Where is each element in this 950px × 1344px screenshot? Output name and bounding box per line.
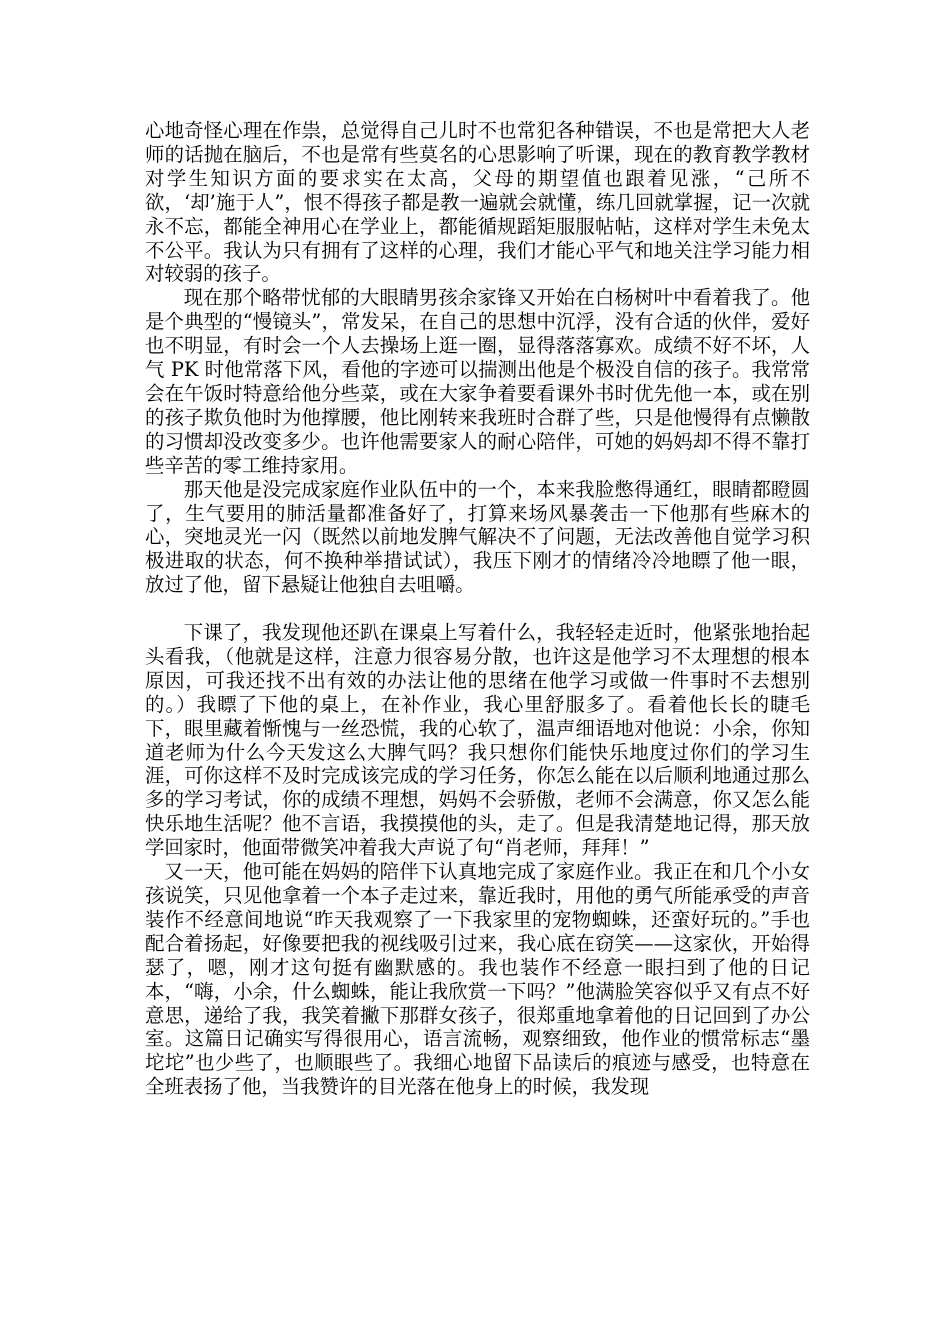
paragraph-2: 现在那个略带忧郁的大眼睛男孩余家锋又开始在白杨树叶中看着我了。他是个典型的“慢镜头”，常发呆，在自己的思想中沉浮，没有合适的伙伴，爱好也不明显，有时会一个人去操场上逛一圈，显得落落寡欢。成绩不好不坏，人气 PK 时他常落下风，看他的字迹可以揣测出他是个极没自信的孩子。我常常会在午饭时特意给他分些菜，或在大家争着要看课外书时优先他一本，或在别的孩子欺负他时为他撑腰，他比刚转来我班时合群了些，只是他慢得有点懒散的习惯却没改变多少。也许他需要家人的耐心陪伴，可她的妈妈却不得不靠打些辛苦的零工维持家用。 [145, 286, 810, 477]
paragraph-1: 心地奇怪心理在作祟，总觉得自己儿时不也常犯各种错误，不也是常把大人老师的话抛在脑后，不也是常有些莫名的心思影响了听课，现在的教育教学教材对学生知识方面的要求实在太高，父母的期望值也跟着见涨，“己所不欲，‘却’施于人”，恨不得孩子都是教一遍就会就懂，练几回就掌握，记一次就永不忘，都能全神用心在学业上，都能循规蹈矩服服帖帖，这样对学生未免太不公平。我认为只有拥有了这样的心理，我们才能心平气和地关注学习能力相对较弱的孩子。 [145, 119, 810, 286]
paragraph-5: 又一天，他可能在妈妈的陪伴下认真地完成了家庭作业。我正在和几个小女孩说笑，只见他拿着一个本子走过来，靠近我时，用他的勇气所能承受的声音装作不经意间地说“昨天我观察了一下我家里的宠物蜘蛛，还蛮好玩的。”手也配合着扬起，好像要把我的视线吸引过来，我心底在窃笑——这家伙，开始得瑟了，嗯，刚才这句挺有幽默感的。我也装作不经意一眼扫到了他的日记本，“嗨，小余，什么蜘蛛，能让我欣赏一下吗？”他满脸笑容似乎又有点不好意思，递给了我，我笑着撇下那群女孩子，很郑重地拿着他的日记回到了办公室。这篇日记确实写得很用心，语言流畅，观察细致，他作业的惯常标志“墨坨坨”也少些了，也顺眼些了。我细心地留下品读后的痕迹与感受，也特意在全班表扬了他，当我赞许的目光落在他身上的时候，我发现 [145, 860, 810, 1099]
document-body [145, 119, 810, 1099]
paragraph-3: 那天他是没完成家庭作业队伍中的一个，本来我脸憋得通红，眼睛都瞪圆了，生气要用的肺活量都准备好了，打算来场风暴袭击一下他那有些麻木的心，突地灵光一闪（既然以前地发脾气解决不了问题，无法改善他自觉学习积极进取的状态，何不换种举措试试），我压下刚才的情绪冷冷地瞟了他一眼，放过了他，留下悬疑让他独自去咀嚼。 [145, 477, 810, 597]
paragraph-4: 下课了，我发现他还趴在课桌上写着什么，我轻轻走近时，他紧张地抬起头看我，（他就是这样，注意力很容易分散，也许这是他学习不太理想的根本原因，可我还找不出有效的办法让他的思绪在他学习或做一件事时不去想别的。）我瞟了下他的桌上，在补作业，我心里舒服多了。看着他长长的睫毛下，眼里藏着惭愧与一丝恐慌，我的心软了，温声细语地对他说：小余，你知道老师为什么今天发这么大脾气吗？我只想你们能快乐地度过你们的学习生涯，可你这样不及时完成该完成的学习任务，你怎么能在以后顺利地通过那么多的学习考试，你的成绩不理想，妈妈不会骄傲，老师不会满意，你又怎么能快乐地生活呢？他不言语，我摸摸他的头，走了。但是我清楚地记得，那天放学回家时，他面带微笑冲着我大声说了句“肖老师，拜拜！” [145, 621, 810, 860]
